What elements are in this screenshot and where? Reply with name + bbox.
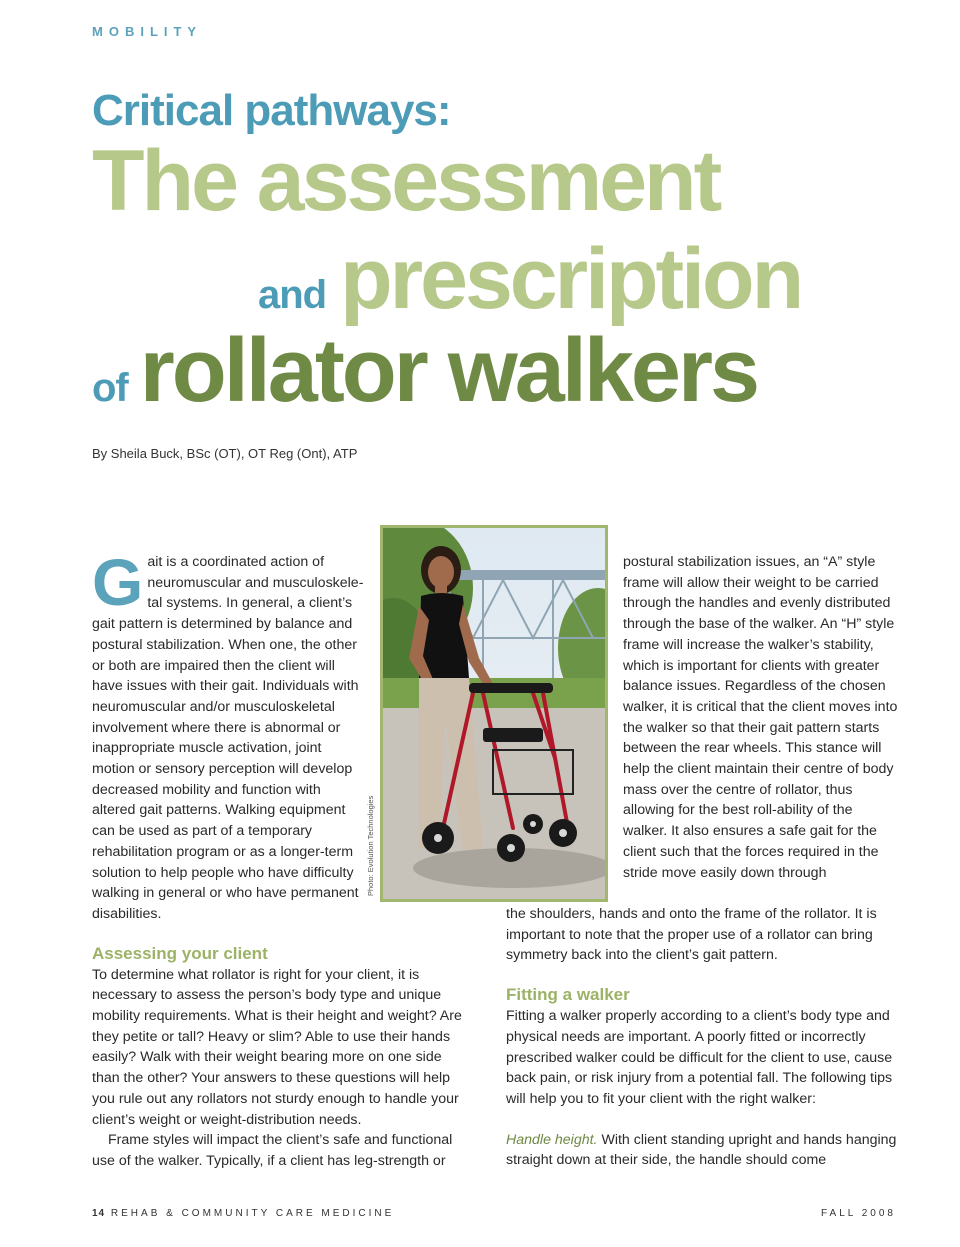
heading-assessing-your-client: Assessing your client bbox=[92, 943, 268, 963]
title-word-prescription: prescription bbox=[340, 231, 802, 327]
footer-publication bbox=[92, 1208, 394, 1219]
title-line-1: The assessment bbox=[92, 133, 720, 229]
page-number: 14 bbox=[92, 1208, 106, 1219]
title-word-of: of bbox=[92, 366, 128, 410]
byline: By Sheila Buck, BSc (OT), OT Reg (Ont), ATP bbox=[92, 446, 358, 461]
article-subtitle: Critical pathways: bbox=[92, 86, 451, 135]
right-column-lower bbox=[506, 904, 898, 1171]
title-word-and: and bbox=[258, 273, 327, 317]
walker-photo bbox=[380, 525, 608, 902]
paragraph-symmetry: the shoulders, hands and onto the frame of the rollator. It is important to note that the proper use of a rollator can bring symmetry back into the client’s gait pattern. bbox=[506, 906, 877, 964]
paragraph-fitting: Fitting a walker properly according to a client’s body type and physical needs are important. A poorly fitted or incorrectly prescribed walker could be difficult for the client to use, cause back pain, or risk injury from a potential fall. The following tips will help you to fit your client with the right walker: bbox=[506, 1008, 893, 1107]
woman-with-rollator-illustration bbox=[383, 528, 605, 899]
lead-in-handle-height: Handle height. bbox=[506, 1131, 598, 1148]
title-word-rollator-walkers: rollator walkers bbox=[139, 321, 758, 421]
footer-issue: FALL 2008 bbox=[820, 1208, 896, 1219]
heading-fitting-a-walker: Fitting a walker bbox=[506, 985, 630, 1005]
paragraph-frame-styles-continued: postural stabilization issues, an “A” style frame will allow their weight to be carried through the handles and evenly distributed through the base of the walker. An “H” style frame will increase the walker’s stability, which is important for clients with greater balance issues. Regardless of the chosen walker, it is critical that the client moves into the walker so that their gait pattern starts between the rear wheels. This stance will help the client maintain their centre of body mass over the centre of rollator, thus allowing for the best roll-ability of the walker. It also ensures a safe gait for the client such that the forces required in the stride move easily down through bbox=[623, 554, 898, 881]
paragraph-handle-height bbox=[506, 1130, 898, 1171]
paragraph-assessing: To determine what rollator is right for your client, it is necessary to assess the person’s body type and unique mobility requirements. What is their height and weight? Are they petite or tall? Heavy or slim? Able to use their hands easily? Walk with their weight bearing more on one side than the other? Your answers to these questions will help you rule out any rollators not sturdy enough to handle your client’s weight or weight-distribution needs. bbox=[92, 966, 462, 1128]
title-line-2 bbox=[258, 231, 802, 327]
photo-credit: Photo: Evolution Technologies bbox=[366, 795, 375, 896]
drop-cap: G bbox=[92, 545, 144, 619]
publication-name: REHAB & COMMUNITY CARE MEDICINE bbox=[110, 1208, 395, 1219]
paragraph-intro: ait is a coordinated action of neuromuscular and musculoskeletal systems. In general, a client’s gait pattern is determined by balance and postural stabilization. When one, the other or both are impaired then the client will have issues with their gait. Individuals with neuromuscular and/or musculoskeletal involvement where there is abnormal or inappropriate muscle activation, joint motion or sensory perception will develop decreased mobility and function with altered gait patterns. Walking equipment can be used as part of a temporary rehabilitation program or as a longer-term solution to help people who have difficulty walking in general or who have permanent disabilities. bbox=[92, 554, 364, 922]
handle-height-text: With client standing upright and hands hanging straight down at their side, the handle should come bbox=[506, 1131, 897, 1169]
title-line-3 bbox=[92, 321, 758, 421]
right-column-upper bbox=[623, 552, 898, 883]
section-label: MOBILITY bbox=[92, 24, 203, 39]
paragraph-frame-styles: Frame styles will impact the client’s safe and functional use of the walker. Typically, if a client has leg-strength or bbox=[92, 1132, 453, 1169]
